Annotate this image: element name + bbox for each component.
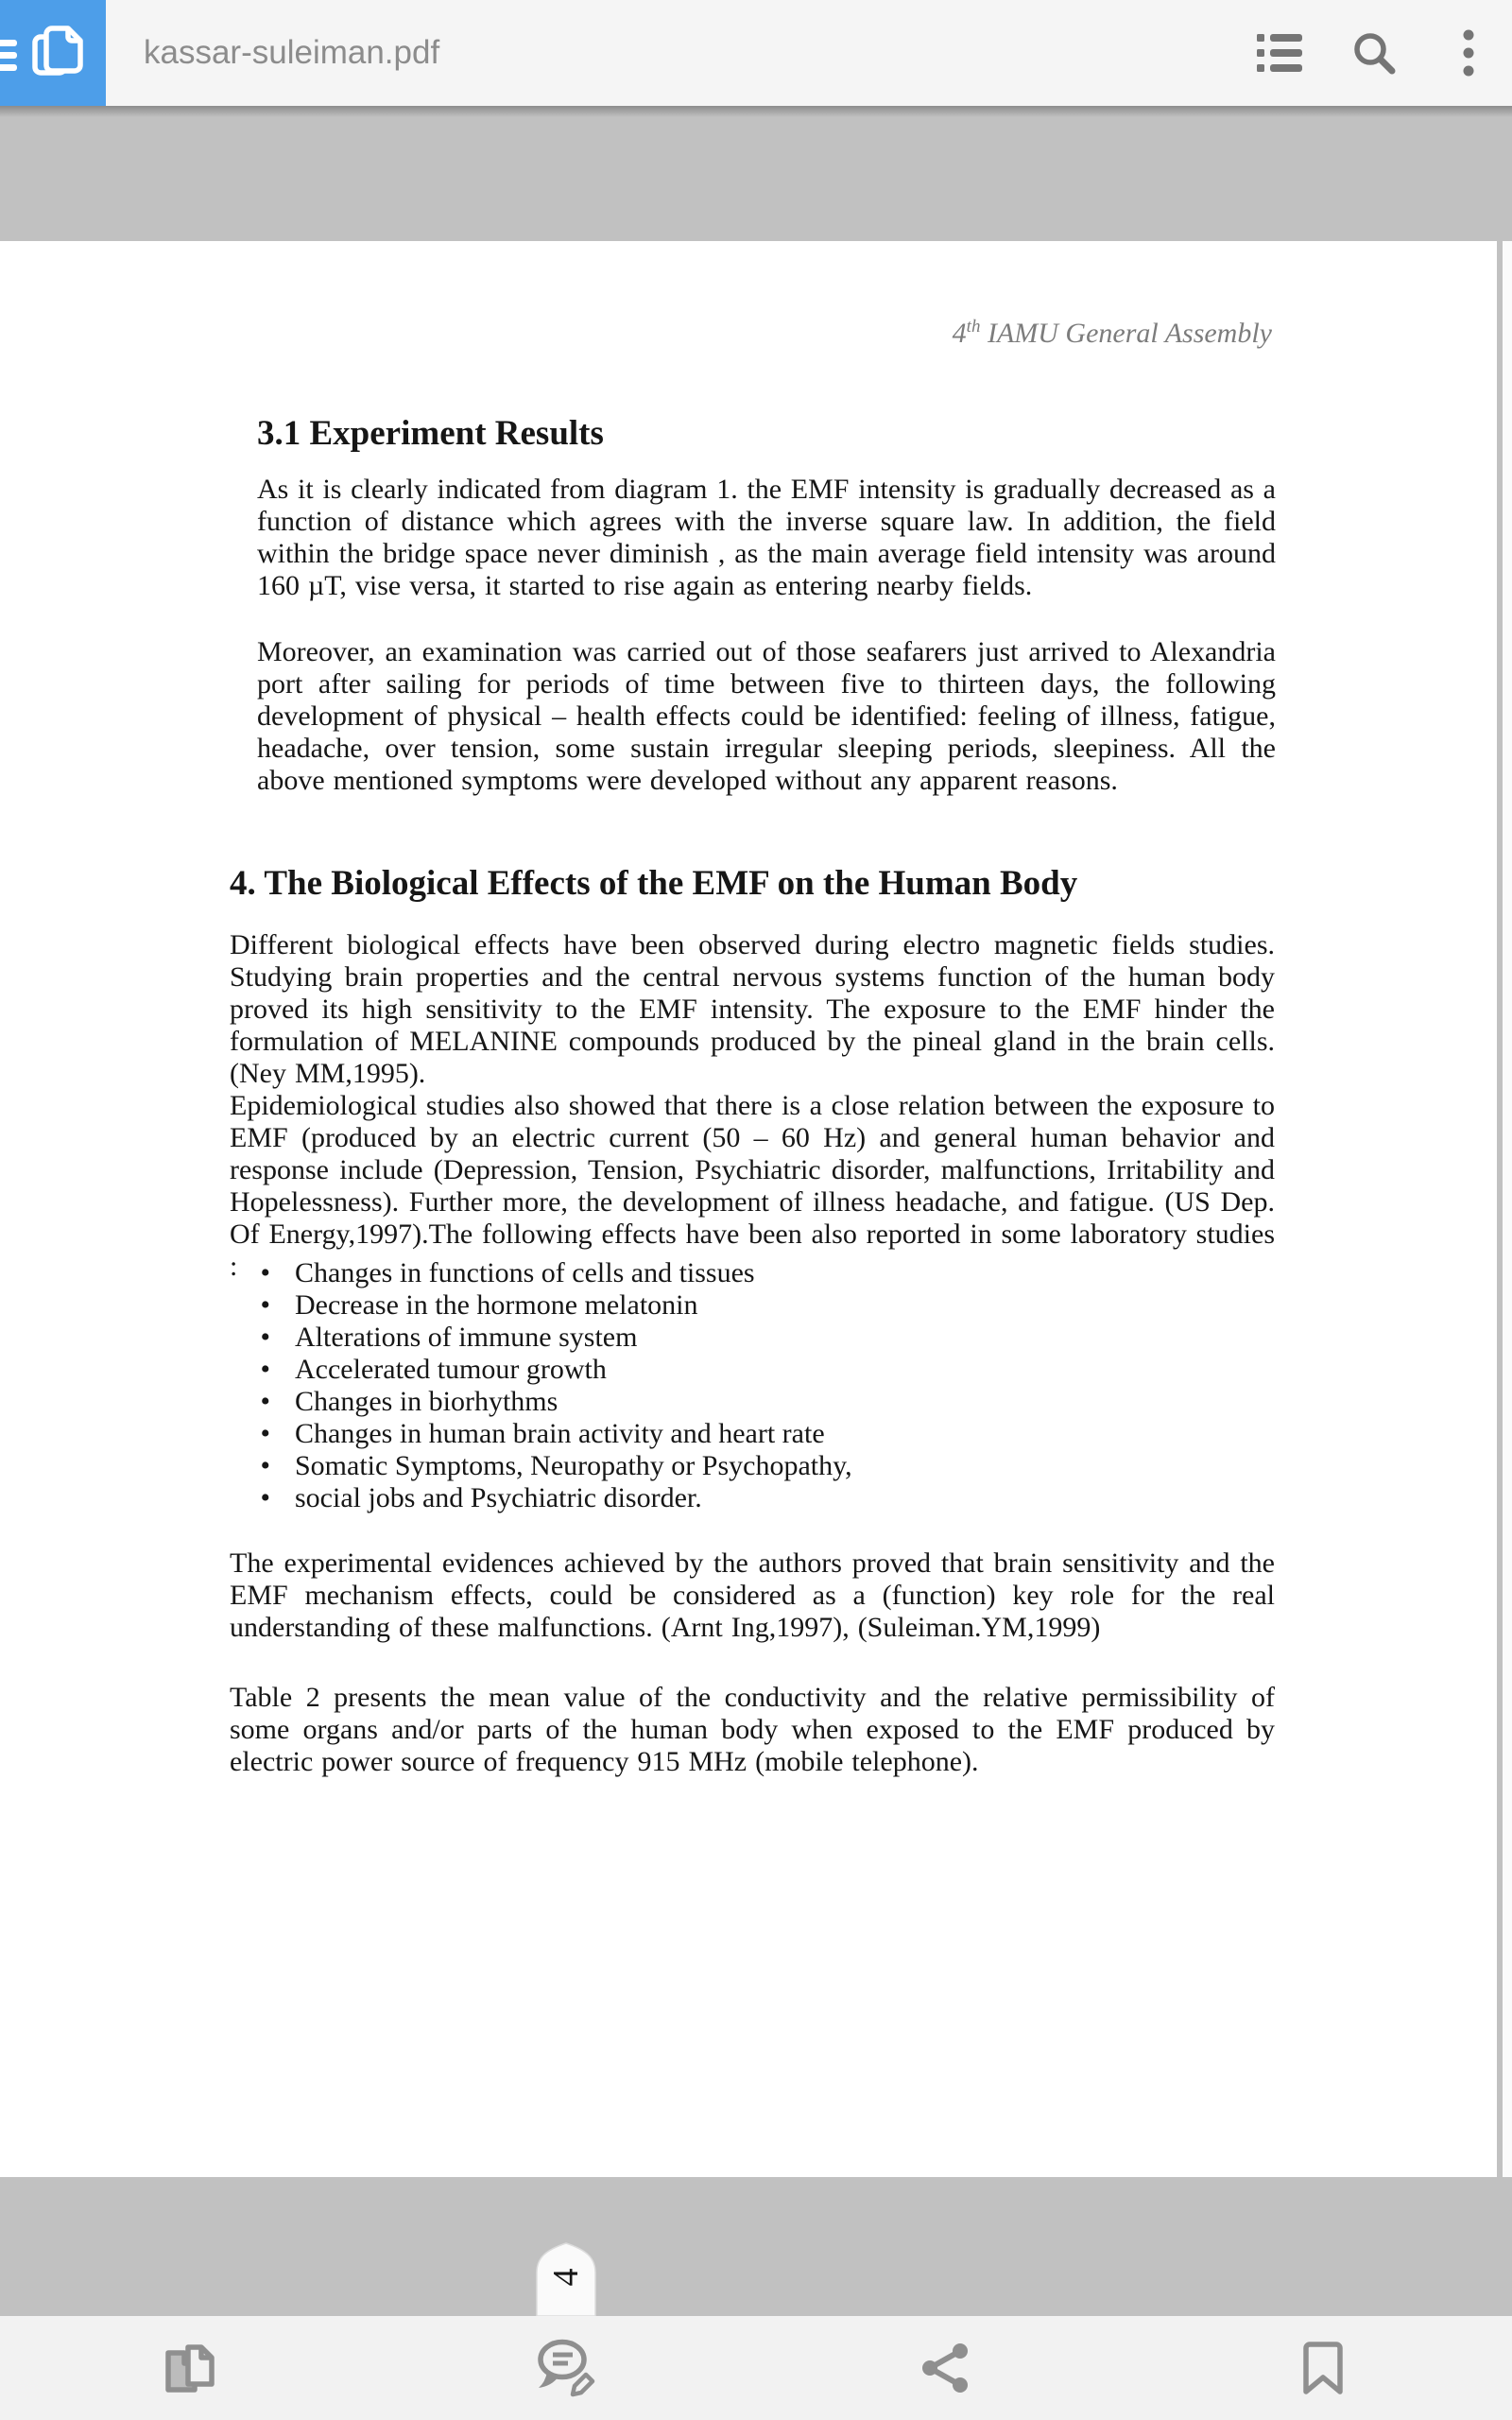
annotate-button[interactable] [510,2316,624,2420]
overflow-menu-icon[interactable] [1446,30,1491,76]
list-item: • Accelerated tumour growth [260,1354,607,1385]
page-view-icon [162,2341,216,2395]
paragraph: Epidemiological studies also showed that there is a close relation between the exposure to EMF (produced by an electric current (50 – 60 Hz) and general human behavior and response include (Depression, Tension, Psychiatric disorder, malfunctions, Irritability and Hopelessness). Further more, the development of illness headache, and fatigue. (US Dep. Of Energy,1997).The following effects have been also reported in some laboratory studies : [230,1090,1275,1282]
paragraph: As it is clearly indicated from diagram 1. the EMF intensity is gradually decreased as a function of distance which agrees with the inverse square law. In addition, the field within the bridge space never diminish , as the main average field intensity was around 160 µT, vise versa, it started to rise again as entering nearby fields. [257,474,1276,601]
section-heading-4: 4. The Biological Effects of the EMF on the Human Body [230,864,1078,903]
section-heading-3-1: 3.1 Experiment Results [257,414,604,453]
bullet-list [230,1257,1275,1514]
list-item: • Decrease in the hormone melatonin [260,1289,698,1321]
bottom-toolbar [0,2316,1512,2420]
app-bar-actions [1257,0,1491,106]
document-copy-icon [26,21,89,83]
menu-icon[interactable] [0,40,17,77]
app-tile-button[interactable] [0,0,106,106]
list-item: • Somatic Symptoms, Neuropathy or Psychopathy, [260,1450,852,1481]
bookmark-icon [1299,2341,1347,2395]
scrollbar-track[interactable] [1503,241,1512,2177]
paragraph: Different biological effects have been observed during electro magnetic fields studies. Studying brain properties and the central nervous systems function of the human body proved its high sensitivity to the EMF intensity. The exposure to the EMF hinder the formulation of MELANINE compounds produced by the pineal gland in the brain cells.(Ney MM,1995). [230,929,1275,1089]
page-indicator-handle[interactable] [536,2241,596,2316]
annotate-icon [536,2338,598,2398]
bookmark-button[interactable] [1266,2316,1380,2420]
app-bar [0,0,1512,106]
list-item: • Changes in human brain activity and heart rate [260,1418,825,1449]
list-item: • social jobs and Psychiatric disorder. [260,1482,702,1513]
current-page-number: 4 [546,2268,586,2287]
paragraph: The experimental evidences achieved by the authors proved that brain sensitivity and the EMF mechanism effects, could be considered as a (function) key role for the real understanding of these malfunctions. (Arnt Ing,1997), (Suleiman.YM,1999) [230,1547,1275,1643]
paragraph: Table 2 presents the mean value of the conductivity and the relative permissibility of some organs and/or parts of the human body when exposed to the EMF produced by electric power source of frequency 915 MHz (mobile telephone). [230,1682,1275,1777]
page-view-button[interactable] [132,2316,246,2420]
list-item: • Alterations of immune system [260,1322,638,1353]
list-item: • Changes in biorhythms [260,1386,558,1417]
document-title: kassar-suleiman.pdf [144,34,440,71]
share-button[interactable] [888,2316,1002,2420]
pdf-page [0,241,1497,2177]
search-icon[interactable] [1351,30,1397,76]
page-header: 4th IAMU General Assembly [952,317,1272,349]
list-item: • Changes in functions of cells and tissues [260,1257,755,1288]
share-icon [919,2342,971,2394]
outline-list-icon[interactable] [1257,30,1302,76]
paragraph: Moreover, an examination was carried out of those seafarers just arrived to Alexandria port after sailing for periods of time between five to thirteen days, the following development of physical – health effects could be identified: feeling of illness, fatigue, headache, over tension, some sustain irregular sleeping periods, sleepiness. All the above mentioned symptoms were developed without any apparent reasons. [257,636,1276,796]
